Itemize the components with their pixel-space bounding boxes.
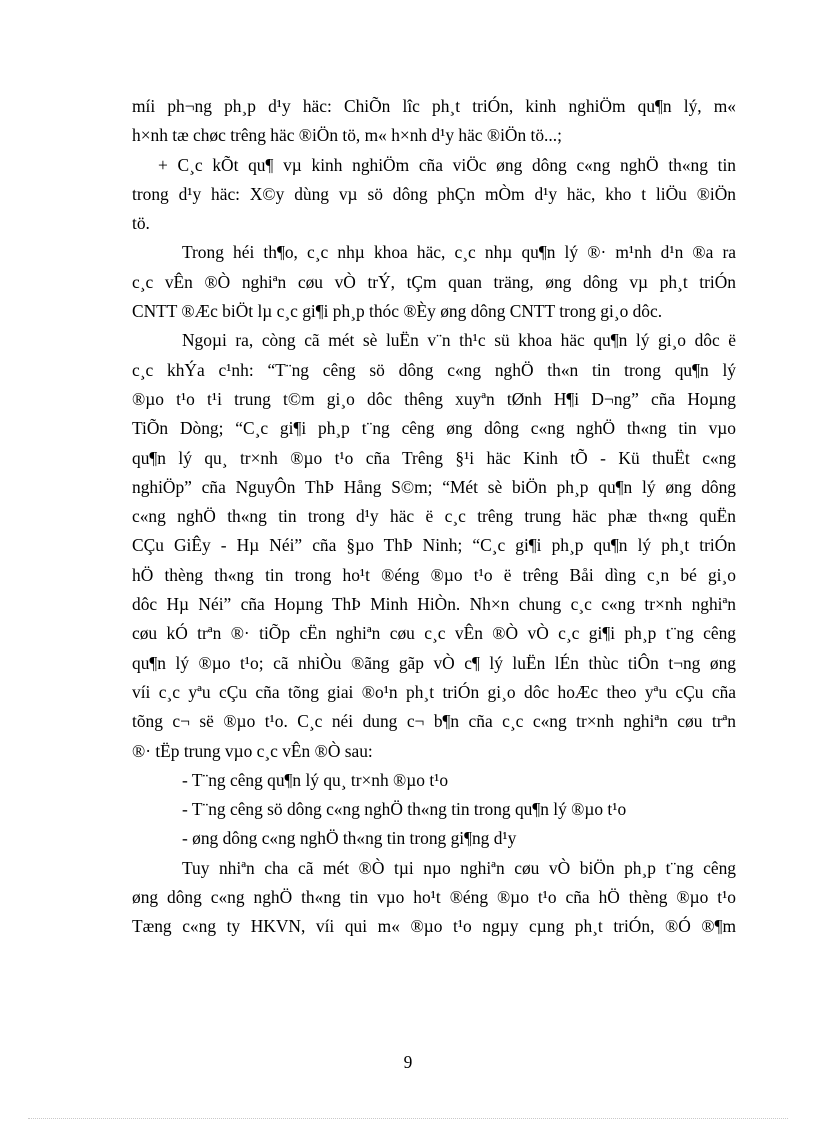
text-line: hÖ thèng th«ng tin trong ho¹t ®éng ®µo t¹o ë trêng Båi dìng c¸n bé gi¸o [132,564,736,585]
text-line: c«ng nghÖ th«ng tin trong d¹y häc ë c¸c trêng trung häc phæ th«ng quËn [132,506,736,527]
page-number: 9 [403,1052,413,1072]
text-line: TiÕn Dòng; “C¸c gi¶i ph¸p t¨ng cêng øng dông c«ng nghÖ th«ng tin vµo [132,418,736,439]
text-line: c¸c vÊn ®Ò nghiªn cøu vÒ trÝ, tÇm quan träng, øng dông vµ ph¸t triÓn [132,271,736,292]
text-line: míi ph¬ng ph¸p d¹y häc: ChiÕn lîc ph¸t triÓn, kinh nghiÖm qu¶n lý, m« [132,96,736,116]
text-line: Trong héi th¶o, c¸c nhµ khoa häc, c¸c nhµ qu¶n lý ®· m¹nh d¹n ®a ra [182,242,736,263]
text-line: øng dông c«ng nghÖ th«ng tin vµo ho¹t ®éng ®µo t¹o cña hÖ thèng ®µo t¹o [132,887,736,908]
text-line: nghiÖp” cña NguyÔn ThÞ Hång S©m; “Mét sè biÖn ph¸p qu¶n lý øng dông [132,476,736,497]
body-text [132,92,736,942]
text-line: CÇu GiÊy - Hµ Néi” cña §µo ThÞ Ninh; “C¸c gi¶i ph¸p qu¶n lý ph¸t triÓn [132,535,736,556]
text-line: Tuy nhiªn cha cã mét ®Ò tµi nµo nghiªn cøu vÒ biÖn ph¸p t¨ng cêng [182,857,736,878]
text-line: Ngoµi ra, còng cã mét sè luËn v¨n th¹c sü khoa häc qu¶n lý gi¸o dôc ë [182,330,736,351]
text-line: - øng dông c«ng nghÖ th«ng tin trong gi¶ng d¹y [182,828,517,849]
text-line: CNTT ®Æc biÖt lµ c¸c gi¶i ph¸p thóc ®Èy øng dông CNTT trong gi¸o dôc. [132,301,663,322]
text-line: ®µo t¹o t¹i trung t©m gi¸o dôc thêng xuyªn tØnh H¶i D¬ng” cña Hoµng [132,388,736,409]
text-line: trong d¹y häc: X©y dùng vµ sö dông phÇn mÒm d¹y häc, kho t liÖu ®iÖn [132,183,736,204]
text-line: ®· tËp trung vµo c¸c vÊn ®Ò sau: [132,740,373,761]
text-line: - T¨ng cêng qu¶n lý qu¸ tr×nh ®µo t¹o [182,769,449,790]
text-line: qu¶n lý qu¸ tr×nh ®µo t¹o cña Trêng §¹i häc Kinh tÕ - Kü thuËt c«ng [132,447,736,468]
text-line: víi c¸c yªu cÇu cña tõng giai ®o¹n ph¸t triÓn gi¸o dôc hoÆc theo yªu cÇu cña [132,681,736,702]
text-line: h×nh tæ chøc trêng häc ®iÖn tö, m« h×nh d¹y häc ®iÖn tö...; [132,125,562,146]
text-line: - T¨ng cêng sö dông c«ng nghÖ th«ng tin trong qu¶n lý ®µo t¹o [182,799,627,820]
text-line: cøu kÓ trªn ®· tiÕp cËn nghiªn cøu c¸c vÊn ®Ò vÒ c¸c gi¶i ph¸p t¨ng cêng [132,623,736,644]
text-line: + C¸c kÕt qu¶ vµ kinh nghiÖm cña viÖc øng dông c«ng nghÖ th«ng tin [158,154,736,175]
text-line: dôc Hµ Néi” cña Hoµng ThÞ Minh HiÒn. Nh×n chung c¸c c«ng tr×nh nghiªn [132,594,736,615]
text-line: qu¶n lý ®µo t¹o; cã nhiÒu ®ãng gãp vÒ c¶ lý luËn lÉn thùc tiÔn t¬ng øng [132,652,736,673]
text-line: tö. [132,213,150,234]
footer-divider [28,1118,788,1119]
text-line: Tæng c«ng ty HKVN, víi qui m« ®µo t¹o ngµy cµng ph¸t triÓn, ®Ó ®¶m [132,916,736,937]
text-line: tõng c¬ së ®µo t¹o. C¸c néi dung c¬ b¶n cña c¸c c«ng tr×nh nghiªn cøu trªn [132,711,736,732]
text-line: c¸c khÝa c¹nh: “T¨ng cêng sö dông c«ng nghÖ th«n tin trong qu¶n lý [132,359,736,380]
